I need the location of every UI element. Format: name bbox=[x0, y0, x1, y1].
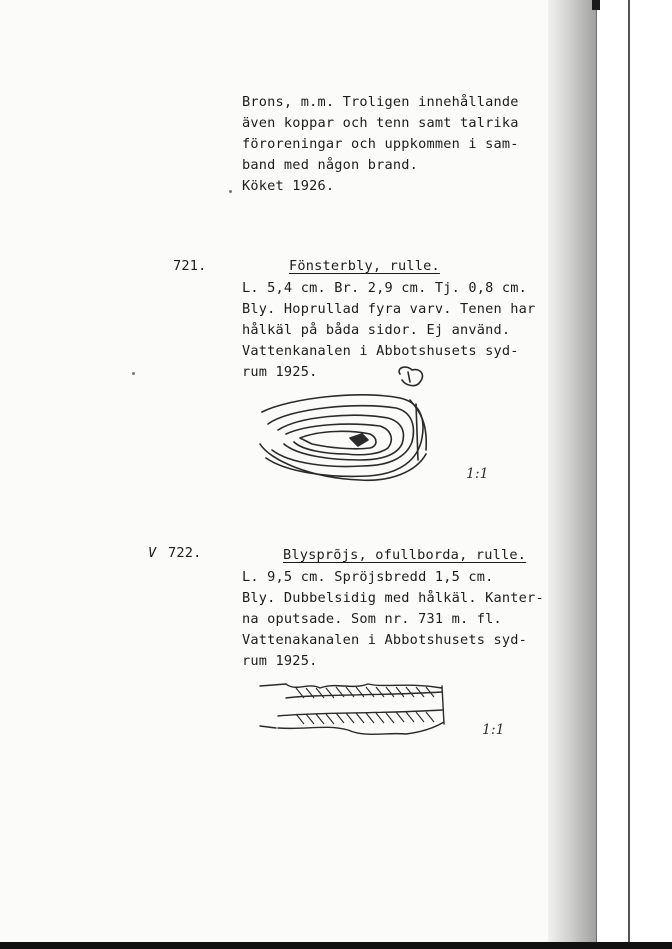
scale-label: 1:1 bbox=[482, 722, 505, 738]
page-edge bbox=[596, 0, 672, 949]
stray-mark bbox=[229, 190, 232, 193]
entry-number: 722. bbox=[168, 545, 202, 561]
entry-line: hålkäl på båda sidor. Ej använd. bbox=[242, 322, 511, 338]
intro-line: föroreningar och uppkommen i sam- bbox=[242, 136, 519, 152]
intro-line: även koppar och tenn samt talrika bbox=[242, 115, 519, 131]
page-binding-shadow bbox=[548, 0, 598, 949]
stray-mark bbox=[132, 372, 135, 375]
entry-line: rum 1925. bbox=[242, 653, 318, 669]
intro-line: Brons, m.m. Troligen innehållande bbox=[242, 94, 519, 110]
entry-line: Bly. Dubbelsidig med hålkäl. Kanter- bbox=[242, 590, 544, 606]
entry-line: L. 5,4 cm. Br. 2,9 cm. Tj. 0,8 cm. bbox=[242, 280, 528, 296]
entry-line: Bly. Hoprullad fyra varv. Tenen har bbox=[242, 301, 536, 317]
check-mark: V bbox=[148, 545, 157, 561]
intro-line: Köket 1926. bbox=[242, 178, 335, 194]
entry-title: Blysprõjs, ofullborda, rulle. bbox=[283, 547, 527, 563]
lead-came-sketch bbox=[256, 672, 456, 752]
intro-line: band med någon brand. bbox=[242, 157, 419, 173]
entry-number: 721. bbox=[173, 258, 207, 274]
entry-line: Vattenakanalen i Abbotshusets syd- bbox=[242, 632, 528, 648]
page-edge-line bbox=[628, 0, 630, 949]
entry-line: L. 9,5 cm. Spröjsbredd 1,5 cm. bbox=[242, 569, 494, 585]
entry-line: Vattenkanalen i Abbotshusets syd- bbox=[242, 343, 519, 359]
lead-roll-sketch bbox=[250, 360, 450, 490]
corner-mark bbox=[592, 0, 600, 10]
entry-title: Fönsterbly, rulle. bbox=[289, 258, 440, 274]
entry-line: na oputsade. Som nr. 731 m. fl. bbox=[242, 611, 502, 627]
entry-line: rum 1925. bbox=[242, 364, 318, 380]
scale-label: 1:1 bbox=[466, 466, 489, 482]
scan-bottom-edge bbox=[0, 942, 672, 949]
